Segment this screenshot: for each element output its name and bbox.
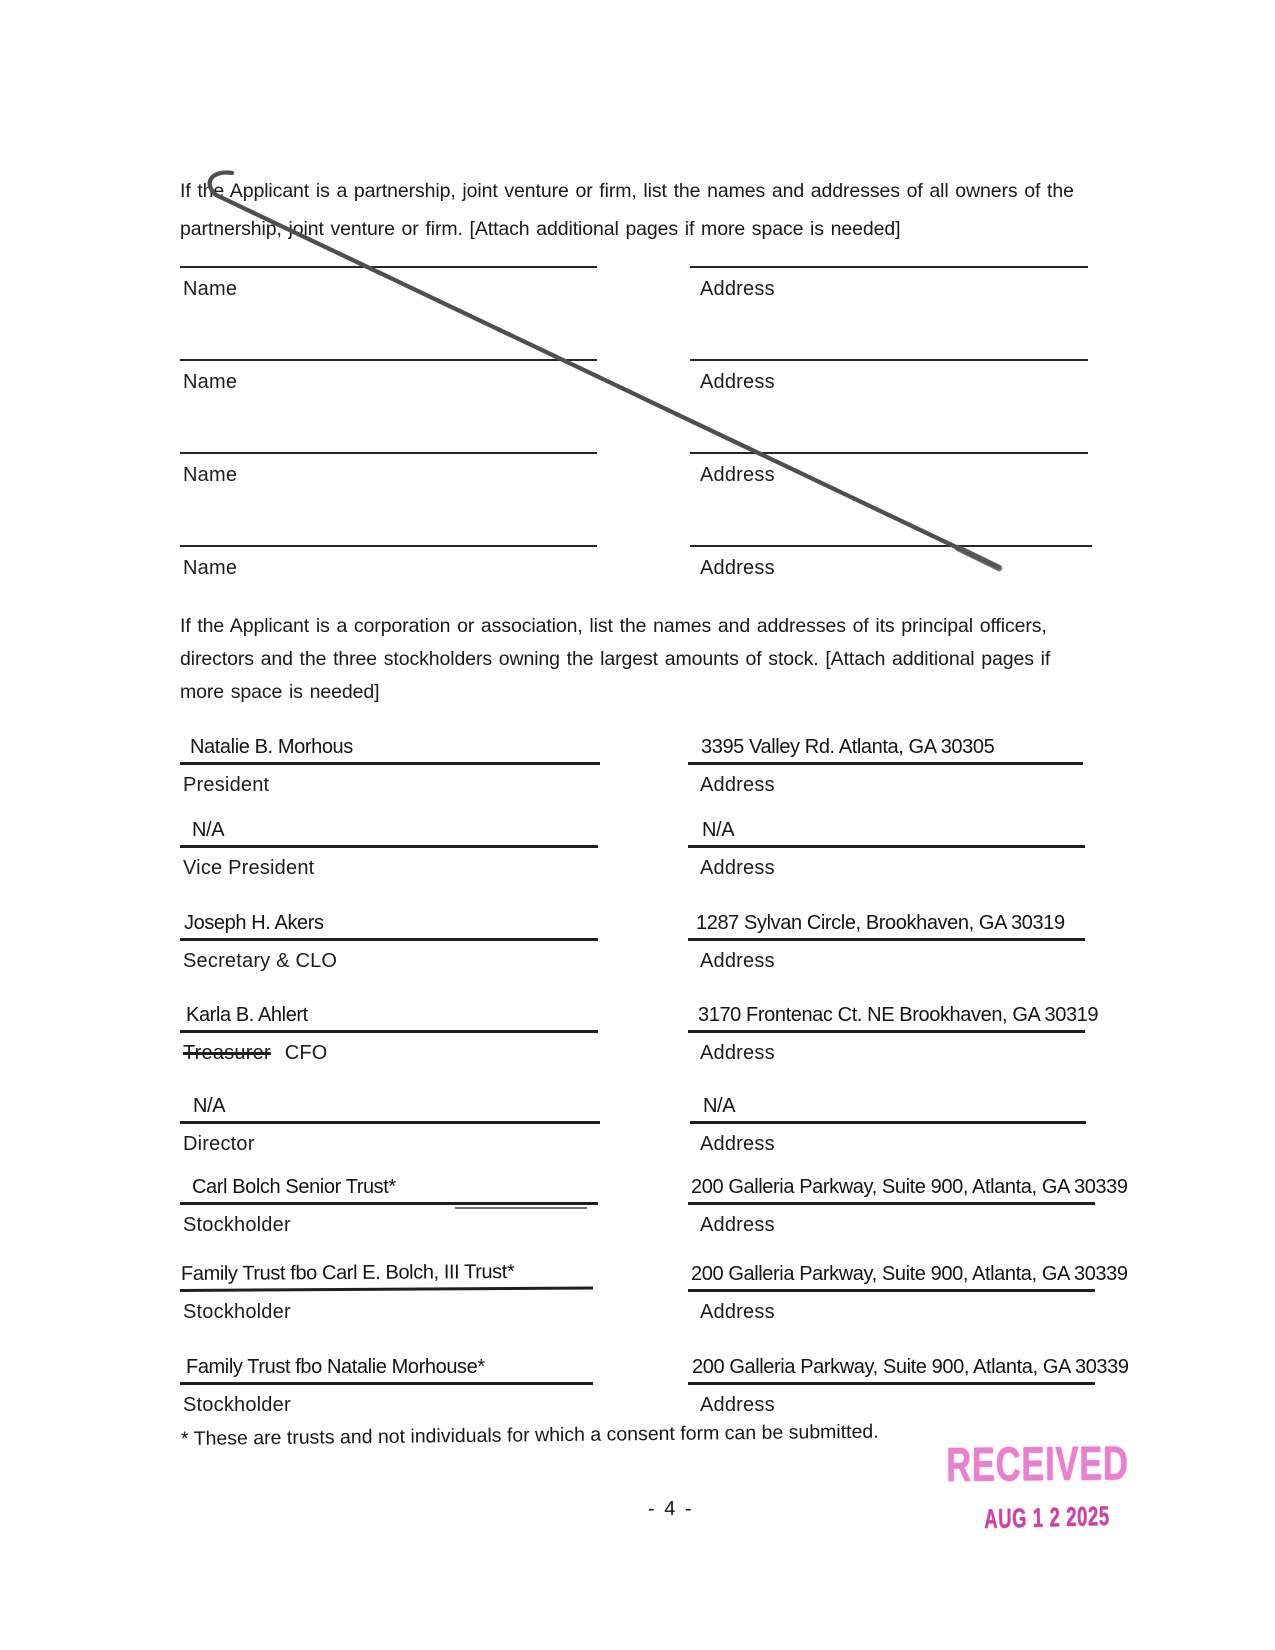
officer-name-value: Joseph H. Akers	[184, 912, 324, 934]
name-underline	[180, 762, 600, 765]
blank-address-line	[690, 545, 1092, 547]
intro-corporation-paragraph	[180, 610, 1050, 709]
blank-name-line	[180, 452, 597, 454]
address-underline	[688, 1382, 1095, 1385]
received-stamp-date: AUG 1 2 2025	[984, 1500, 1110, 1534]
officer-title-label	[183, 1042, 328, 1065]
address-underline	[688, 1202, 1095, 1205]
officer-name-value: N/A	[192, 819, 225, 841]
field-label-address: Address	[700, 557, 775, 579]
blank-name-line	[180, 545, 597, 547]
name-underline	[180, 938, 598, 941]
name-underline	[180, 1286, 593, 1292]
officer-address-value: 3170 Frontenac Ct. NE Brookhaven, GA 30319	[698, 1004, 1099, 1026]
officer-title-label: Secretary & CLO	[183, 950, 338, 972]
received-stamp: RECEIVED	[946, 1437, 1129, 1492]
officer-name-value: Family Trust fbo Carl E. Bolch, III Trust*	[180, 1260, 515, 1285]
address-underline	[688, 1289, 1095, 1292]
field-label-address: Address	[700, 774, 775, 796]
field-label-address: Address	[700, 278, 775, 300]
field-label-name: Name	[183, 371, 238, 393]
officer-address-value: 3395 Valley Rd. Atlanta, GA 30305	[701, 736, 995, 758]
intro-partnership-paragraph	[180, 172, 1074, 248]
blank-name-line	[180, 359, 597, 361]
paragraph-line: If the Applicant is a partnership, joint venture or firm, list the names and addresses of all owners of the	[180, 180, 1074, 202]
officer-title-label: Vice President	[183, 857, 315, 879]
field-label-address: Address	[700, 1042, 775, 1064]
trusts-footnote: * These are trusts and not individuals for which a consent form can be submitted.	[180, 1420, 879, 1450]
blank-address-line	[690, 359, 1088, 361]
field-label-name: Name	[183, 278, 238, 300]
address-underline	[690, 1121, 1086, 1124]
officer-title-label: Stockholder	[183, 1214, 291, 1236]
name-underline	[180, 845, 598, 848]
officer-title-label: Stockholder	[183, 1394, 291, 1416]
officer-name-value: Karla B. Ahlert	[186, 1004, 308, 1026]
paragraph-line: partnership, joint venture or firm. [Attach additional pages if more space is needed]	[180, 218, 901, 240]
officer-name-value: Natalie B. Morhous	[190, 736, 353, 758]
field-label-address: Address	[700, 950, 775, 972]
field-label-address: Address	[700, 857, 775, 879]
address-underline	[688, 762, 1083, 765]
field-label-name: Name	[183, 464, 238, 486]
struck-title-text: Treasurer	[183, 1042, 271, 1064]
address-underline	[688, 1030, 1085, 1033]
field-label-name: Name	[183, 557, 238, 579]
officer-address-value: 1287 Sylvan Circle, Brookhaven, GA 30319	[696, 912, 1065, 934]
field-label-address: Address	[700, 464, 775, 486]
officer-address-value: 200 Galleria Parkway, Suite 900, Atlanta, GA 30339	[691, 1176, 1128, 1198]
address-underline	[688, 845, 1085, 848]
officer-name-value: Carl Bolch Senior Trust*	[192, 1176, 396, 1198]
name-underline	[180, 1382, 593, 1385]
officer-name-value: N/A	[193, 1095, 226, 1117]
officer-address-value: N/A	[702, 819, 735, 841]
name-underline	[180, 1030, 598, 1033]
field-label-address: Address	[700, 1214, 775, 1236]
blank-address-line	[690, 452, 1088, 454]
field-label-address: Address	[700, 1394, 775, 1416]
paragraph-line: directors and the three stockholders owning the largest amounts of stock. [Attach additional pages if	[180, 648, 1051, 670]
page-number: - 4 -	[648, 1498, 694, 1520]
officer-address-value: N/A	[703, 1095, 736, 1117]
blank-name-line	[180, 266, 597, 268]
smudge-line	[455, 1207, 587, 1209]
officer-title-label: President	[183, 774, 270, 796]
officer-name-value: Family Trust fbo Natalie Morhouse*	[186, 1356, 485, 1378]
address-underline	[688, 938, 1085, 941]
name-underline	[180, 1202, 598, 1205]
officer-address-value: 200 Galleria Parkway, Suite 900, Atlanta, GA 30339	[691, 1263, 1128, 1285]
field-label-address: Address	[700, 1301, 775, 1323]
officer-address-value: 200 Galleria Parkway, Suite 900, Atlanta, GA 30339	[692, 1356, 1129, 1378]
field-label-address: Address	[700, 371, 775, 393]
officer-title-label: Stockholder	[183, 1301, 291, 1323]
title-text: CFO	[284, 1042, 328, 1064]
blank-address-line	[690, 266, 1088, 268]
name-underline	[180, 1121, 600, 1124]
field-label-address: Address	[700, 1133, 775, 1155]
paragraph-line: more space is needed]	[180, 681, 380, 703]
paragraph-line: If the Applicant is a corporation or association, list the names and addresses of its principal officers,	[180, 615, 1047, 637]
officer-title-label: Director	[183, 1133, 255, 1155]
